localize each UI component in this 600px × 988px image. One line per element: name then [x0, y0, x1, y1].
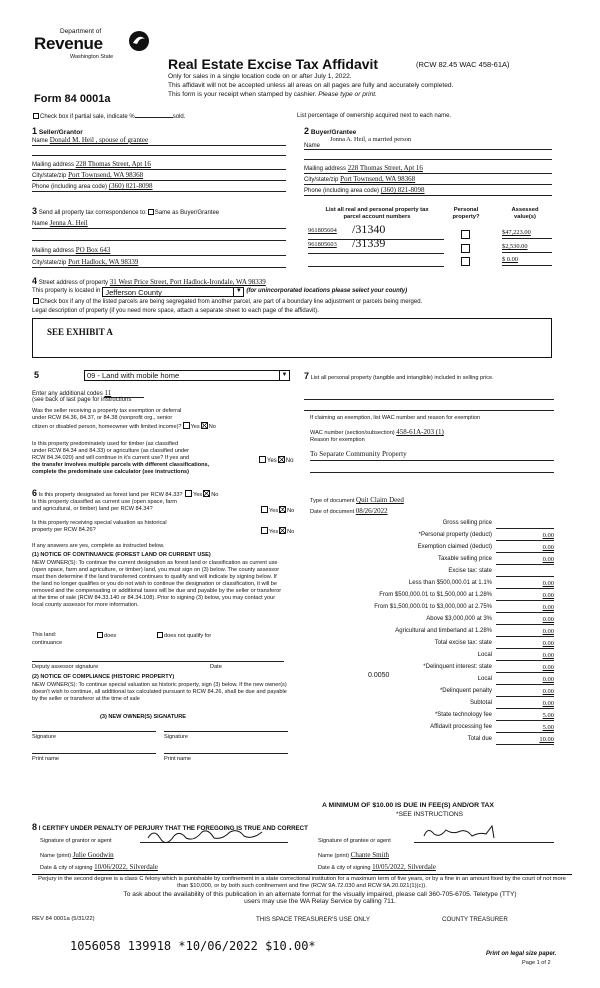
- addl-codes[interactable]: 11: [104, 389, 144, 398]
- notice1-title: (1) NOTICE OF CONTINUANCE (FOREST LAND OR CURRENT USE): [32, 552, 211, 558]
- doc-type-row: Type of document Quit Claim Deed: [310, 496, 546, 505]
- parcel-handwritten: /31339: [352, 236, 386, 250]
- s8-cert: 8 I CERTIFY UNDER PENALTY OF PERJURY THAT THE FOREGOING IS TRUE AND CORRECT: [32, 822, 308, 832]
- parcel-header-personal: Personal property?: [452, 207, 480, 220]
- corr-mail[interactable]: PO Box 643: [75, 246, 111, 254]
- personal-property-checkbox[interactable]: [461, 257, 470, 266]
- doc-date-row: Date of document 08/26/2022: [310, 507, 548, 516]
- s5-q2-checks: Yes No: [258, 456, 293, 465]
- logo-dept: Department of: [60, 28, 102, 35]
- fee-row: [304, 724, 554, 734]
- does-checkbox[interactable]: [97, 632, 103, 638]
- grantee-signature-scribble-icon: [420, 824, 510, 842]
- corr-city[interactable]: Port Hadlock, WA 98339: [68, 258, 139, 266]
- fee-label: Excise tax: state: [448, 568, 492, 574]
- exemption-reason[interactable]: To Separate Community Property: [310, 450, 407, 458]
- partial-sale-row: Check box if partial sale, indicate % sold.: [32, 113, 185, 121]
- parcel-row: [308, 222, 552, 240]
- s2-phone-line: Phone (including area code) (360) 821-8098: [304, 186, 552, 196]
- reason-line: [310, 450, 554, 461]
- form-number: Form 84 0001a: [34, 93, 111, 105]
- fee-row: [304, 556, 554, 566]
- fee-label: *Delinquent interest: state: [423, 664, 492, 670]
- s2-city-line: City/state/zip Port Townsend, WA 98368: [304, 175, 552, 185]
- fee-label: Taxable selling price: [437, 556, 492, 562]
- fee-row: [304, 580, 554, 590]
- grantee-name-row: Name (print) Chante Smith: [318, 851, 541, 860]
- historic-no-checkbox[interactable]: [279, 527, 286, 534]
- fee-row: [304, 520, 554, 530]
- forest-yes-checkbox[interactable]: [185, 490, 192, 497]
- fee-value[interactable]: 0.00: [496, 664, 554, 673]
- parcel-row: [308, 236, 552, 254]
- ownership-note: List percentage of ownership acquired next to each name.: [297, 113, 452, 119]
- fee-value[interactable]: 0.00: [496, 532, 554, 541]
- treasurer-space: THIS SPACE TREASURER'S USE ONLY: [256, 916, 370, 923]
- continuance-label: continuance: [32, 640, 63, 646]
- notice3-title: (3) NEW OWNER(S) SIGNATURE: [100, 714, 186, 720]
- fee-label: Affidavit processing fee: [430, 724, 492, 730]
- q2-no-checkbox[interactable]: [278, 456, 285, 463]
- notice2-text: NEW OWNER(S): To continue special valuation as historic property, sign (3) below. If the new owner(s) doesn't wish to continue, all additional tax calculated pursuant to RCW 84.26, shall be due and payable by the seller or transferor at the time of sale: [32, 682, 287, 702]
- grantee-sig-row: Signature of grantee or agent: [318, 838, 554, 845]
- fee-label: Exemption claimed (deduct): [417, 544, 492, 550]
- cashier-stamp: 1056058 139918 *10/06/2022 $10.00*: [70, 939, 316, 953]
- property-street[interactable]: 31 West Price Street, Port Hadlock-Irondale, WA 98339: [109, 278, 266, 286]
- fee-row: [304, 652, 554, 662]
- same-as-buyer-checkbox[interactable]: [148, 209, 154, 215]
- fee-value[interactable]: 0.00: [496, 676, 554, 685]
- assessor-sig-line[interactable]: [32, 650, 284, 662]
- fee-row: [304, 628, 554, 638]
- fee-value[interactable]: 0.00: [496, 580, 554, 589]
- print-name-label-1: Print name: [32, 756, 60, 762]
- parcel-header-assessed: Assessed value(s): [511, 207, 539, 220]
- fee-row: [304, 712, 554, 722]
- parcel-row: [308, 255, 552, 268]
- owner-name-line-1[interactable]: [32, 744, 156, 754]
- back-note: (see back of last page for instructions: [32, 397, 132, 403]
- sig-label-1: Signature: [32, 734, 56, 740]
- fee-value[interactable]: 0.00: [496, 700, 554, 709]
- forest-no-checkbox[interactable]: [203, 490, 210, 497]
- county-select[interactable]: Jefferson County ▼: [102, 287, 244, 297]
- legal-desc-text: SEE EXHIBIT A: [47, 327, 113, 337]
- s2-heading: 2 Buyer/Grantee: [304, 126, 357, 136]
- perjury-note: Perjury in the second degree is a class C felony which is punishable by confinement in a state correctional institution for a maximum term of five years, or by a fine in an amount fixed by the court of not more than $10,000, or by both such confinement and fine (RCW 9A.72.030 and RCW 9A.20.021(1)(c)).: [32, 874, 572, 890]
- parcel-account[interactable]: 961805603: [308, 241, 337, 248]
- document-date[interactable]: 08/26/2022: [355, 507, 388, 515]
- s6-q2: Is this property receiving special valuation as historical property per RCW 84.26? Yes No: [32, 520, 295, 535]
- historic-yes-checkbox[interactable]: [261, 527, 268, 534]
- local-rate: 0.0050: [368, 672, 390, 679]
- fee-row: [304, 664, 554, 674]
- s1-name-line: Name Donald M. Heil , spouse of grantee: [32, 136, 286, 146]
- exemption-claim-label: If claiming an exemption, list WAC number and reason for exemption: [310, 415, 481, 421]
- owner-sig-line-1[interactable]: [32, 722, 156, 732]
- s1-heading: 1 Seller/Grantor: [32, 126, 83, 136]
- grantor-signature-scribble-icon: [144, 826, 274, 844]
- s1-city-line: City/state/zip Port Townsend, WA 98368: [32, 171, 286, 181]
- legal-paper-note: Print on legal size paper.: [486, 951, 557, 957]
- fee-label: Gross selling price: [442, 520, 492, 526]
- s1-blank-line: [32, 148, 286, 156]
- fee-row: [304, 532, 554, 542]
- fee-value[interactable]: [496, 568, 554, 577]
- subtitle-1: Only for sales in a single location code on or after July 1, 2022.: [168, 73, 352, 80]
- personal-property-checkbox[interactable]: [461, 244, 470, 253]
- fee-row: [304, 688, 554, 698]
- fee-row: [304, 568, 554, 578]
- subtitle-3: This form is your receipt when stamped by cashier. Please type or print.: [168, 91, 377, 98]
- corr-name[interactable]: Jenna A. Heil: [49, 219, 88, 227]
- agency-logo: [30, 28, 150, 78]
- fee-label: Local: [477, 676, 492, 682]
- legal-desc-box[interactable]: [32, 318, 552, 358]
- fee-value[interactable]: 5.00: [496, 724, 554, 733]
- q1-no-checkbox[interactable]: [201, 422, 208, 429]
- grantor-name-row: Name (print) Julie Goodwin: [40, 851, 273, 860]
- s7-heading: 7 List all personal property (tangible and intangible) included in selling price.: [304, 371, 494, 381]
- assessed-value[interactable]: $47,223.00: [502, 229, 552, 239]
- assessed-value[interactable]: $2,530.00: [502, 243, 552, 253]
- personal-property-checkbox[interactable]: [461, 230, 470, 239]
- this-land-row: This land: does does not qualify for: [32, 632, 212, 639]
- minimum-due: A MINIMUM OF $10.00 IS DUE IN FEE(S) AND/OR TAX: [322, 802, 494, 809]
- fee-value[interactable]: 0.00: [496, 544, 554, 553]
- notice1-text: NEW OWNER(S): To continue the current designation as forest land or classification as current use (open space, farm and agriculture, or timber) land, you must sign on (3) below. The county assessor must then determine if the land transferred continues to qualify and will indicate by signing below. If the land no longer qualifies or you do not wish to continue the designation or classification, it will be removed and the compensating or additional taxes will be due and payable by the seller or transferor at the time of sale (RCW 84.33.140 or 84.34.108). Prior to signing (3) below, you may contact your local county assessor for more information.: [32, 560, 282, 608]
- buyer-phone[interactable]: (360) 821-8098: [380, 186, 425, 194]
- fee-label: Local: [477, 652, 492, 658]
- fee-value[interactable]: 10.00: [496, 736, 554, 745]
- fee-value[interactable]: 0.00: [496, 604, 554, 613]
- does-not-checkbox[interactable]: [157, 632, 163, 638]
- grantee-date-city[interactable]: 10/05/2022, Silverdale: [372, 863, 436, 871]
- fee-row: [304, 604, 554, 614]
- if-yes-note: If any answers are yes, complete as instructed below.: [32, 543, 165, 549]
- s2-mail-line: Mailing address 228 Thomas Street, Apt 16: [304, 164, 552, 174]
- fee-value[interactable]: 0.00: [496, 688, 554, 697]
- notice2-title: (2) NOTICE OF COMPLIANCE (HISTORIC PROPERTY): [32, 674, 175, 680]
- form-title: Real Estate Excise Tax Affidavit: [168, 56, 379, 72]
- grantor-date-row: Date & city of signing 10/06/2022, Silverdale: [40, 863, 274, 872]
- s4-location-row: This property is located in Jefferson County ▼ (for unincorporated locations please select your county): [32, 287, 408, 297]
- wac-number[interactable]: 458-61A-203 (1): [396, 428, 444, 436]
- parcel-handwritten: /31340: [352, 222, 386, 236]
- land-use-select[interactable]: 09 - Land with mobile home ▼: [84, 370, 290, 381]
- grantor-sig-row: Signature of grantor or agent: [40, 838, 290, 845]
- fee-value[interactable]: 0.00: [496, 628, 554, 637]
- seller-city[interactable]: Port Townsend, WA 98368: [68, 171, 144, 179]
- segregation-checkbox[interactable]: [33, 298, 39, 304]
- parcel-header-accounts: List all real and personal property tax parcel account numbers: [325, 207, 429, 220]
- wac-row: WAC number (section/subsection) 458-61A-203 (1): [310, 428, 444, 436]
- grantee-name[interactable]: Chante Smith: [350, 851, 389, 859]
- seller-phone[interactable]: (360) 821-8098: [108, 182, 153, 190]
- s7-line-1: [304, 392, 554, 400]
- s2-blank-line: [304, 152, 552, 160]
- s5-number: 5: [34, 370, 40, 380]
- county-treasurer: COUNTY TREASURER: [442, 916, 508, 923]
- s3-heading: 3 Send all property tax correspondence to: Same as Buyer/Grantee: [32, 206, 220, 216]
- fee-row: [304, 592, 554, 602]
- buyer-city[interactable]: Port Townsend, WA 98368: [340, 175, 416, 183]
- q2-yes-checkbox[interactable]: [259, 456, 266, 463]
- s3-name-line: Name Jenna A. Heil: [32, 219, 286, 229]
- seller-mail[interactable]: 228 Thomas Street, Apt 16: [75, 160, 151, 168]
- page-number: Page 1 of 2: [522, 960, 551, 966]
- s1-phone-line: Phone (including area code) (360) 821-8098: [32, 182, 286, 192]
- fee-label: *Personal property (deduct): [418, 532, 492, 538]
- revenue-swirl-icon: [128, 30, 150, 52]
- fee-label: Subtotal: [469, 700, 492, 706]
- owner-sig-line-2[interactable]: [164, 722, 288, 732]
- fee-row: [304, 640, 554, 650]
- grantee-date-row: Date & city of signing 10/05/2022, Silverdale: [318, 863, 542, 872]
- s3-mail-line: Mailing address PO Box 643: [32, 246, 286, 256]
- reason-label: Reason for exemption: [310, 437, 365, 443]
- reason-line-2: [310, 463, 554, 473]
- fee-label: Agricultural and timberland at 1.28%: [395, 628, 492, 634]
- dropdown-arrow-icon: ▼: [233, 288, 243, 296]
- fee-label: Above $3,000,000 at 3%: [426, 616, 492, 622]
- segregation-row: Check box if any of the listed parcels are being segregated from another parcel, are part of a boundary line adjustment or parcels being merged.: [32, 298, 422, 306]
- s7-line-2: [304, 403, 554, 411]
- addl-codes-row: Enter any additional codes 11: [32, 389, 144, 398]
- fee-label: Total excise tax: state: [434, 640, 492, 646]
- s4-street-row: 4 Street address of property 31 West Price Street, Port Hadlock-Irondale, WA 98339: [32, 276, 266, 286]
- fee-row: [304, 736, 554, 746]
- fee-row: [304, 676, 554, 686]
- print-name-label-2: Print name: [164, 756, 192, 762]
- assessor-date-label: Date: [210, 664, 222, 670]
- fee-value[interactable]: 0.00: [496, 556, 554, 565]
- grantor-name[interactable]: Julie Goodwin: [72, 851, 114, 859]
- seller-name[interactable]: Donald M. Heil , spouse of grantee: [49, 136, 149, 144]
- fee-value[interactable]: 0.00: [496, 616, 554, 625]
- s1-mail-line: Mailing address 228 Thomas Street, Apt 16: [32, 160, 286, 170]
- sig-label-2: Signature: [164, 734, 188, 740]
- fee-value[interactable]: 0.00: [496, 592, 554, 601]
- legal-desc-label: Legal description of property (if you need more space, attach a separate sheet to each page of the affidavit).: [32, 308, 319, 314]
- s3-city-line: City/state/zip Port Hadlock, WA 98339: [32, 258, 286, 268]
- fee-value[interactable]: 0.00: [496, 652, 554, 661]
- grantor-date-city[interactable]: 10/06/2022, Silverdale: [94, 863, 158, 871]
- alt-format-note: To ask about the availability of this publication in an alternate format for the visually impaired, please call 360-705-6705. Teletype (TTY) users may use the WA Relay Service by calling 711.: [123, 891, 517, 906]
- fee-row: [304, 544, 554, 554]
- parcel-account[interactable]: 961805604: [308, 227, 337, 234]
- buyer-mail[interactable]: 228 Thomas Street, Apt 16: [347, 164, 423, 172]
- logo-state: Washington State: [70, 54, 114, 60]
- dropdown-arrow-icon: ▼: [279, 371, 289, 380]
- s3-blank-line: [32, 233, 286, 241]
- logo-revenue: Revenue: [34, 34, 103, 53]
- assessor-sig-label: Deputy assessor signature: [32, 664, 99, 670]
- s6-q1: 6 Is this property designated as forest land per RCW 84.33? Yes No Is this property classified as current use (open space, farm and agricultural, or timber) land per RCW 84.34? Yes No: [32, 488, 295, 515]
- owner-name-line-2[interactable]: [164, 744, 288, 754]
- fee-label: From $1,500,000.01 to $3,000,000 at 2.75%: [374, 604, 492, 610]
- q1-yes-checkbox[interactable]: [183, 422, 190, 429]
- current-use-no-checkbox[interactable]: [279, 506, 286, 513]
- fee-value[interactable]: 0.00: [496, 640, 554, 649]
- grantee-signature[interactable]: [414, 830, 554, 843]
- see-instructions: *SEE INSTRUCTIONS: [396, 811, 464, 818]
- fee-label: *Delinquent penalty: [439, 688, 492, 694]
- rev-number: REV 84 0001a (5/31/22): [32, 916, 95, 922]
- fee-label: Less than $500,000.01 at 1.1%: [408, 580, 492, 586]
- fee-label: From $500,000.01 to $1,500,000 at 1.28%: [379, 592, 492, 598]
- grantor-signature[interactable]: [140, 830, 288, 843]
- fee-row: [304, 700, 554, 710]
- subtitle-2: This affidavit will not be accepted unless all areas on all pages are fully and accurately completed.: [168, 82, 454, 89]
- s5-q2: Is this property predominately used for timber (as classified under RCW 84.34 and 84.33) or agriculture (as classified under RCW 84.34.020) and will continue in it's current use? If yes and the transfer involves multiple parcels with different classifications, complete the predominate use calculator (see instructions): [32, 441, 210, 475]
- fee-label: *State technology fee: [434, 712, 492, 718]
- rcw-ref: (RCW 82.45 WAC 458-61A): [416, 60, 510, 69]
- s5-q1: Was the seller receiving a property tax exemption or deferral under RCW 84.36, 84.37, or 84.38 (nonprofit org., senior citizen or disabled person, homeowner with limited income)? Yes No: [32, 408, 216, 430]
- s2-name-line: Name Jonna A. Heil, a married person: [304, 136, 552, 150]
- fee-label: Total due: [467, 736, 492, 742]
- fee-value[interactable]: 5.00: [496, 712, 554, 721]
- current-use-yes-checkbox[interactable]: [261, 506, 268, 513]
- fee-row: [304, 616, 554, 626]
- buyer-name[interactable]: Jonna A. Heil, a married person: [330, 136, 412, 143]
- partial-sale-checkbox[interactable]: [33, 113, 39, 119]
- fee-value[interactable]: [496, 520, 554, 529]
- document-type[interactable]: Quit Claim Deed: [356, 496, 404, 504]
- assessed-value[interactable]: $ 0.00: [502, 256, 552, 266]
